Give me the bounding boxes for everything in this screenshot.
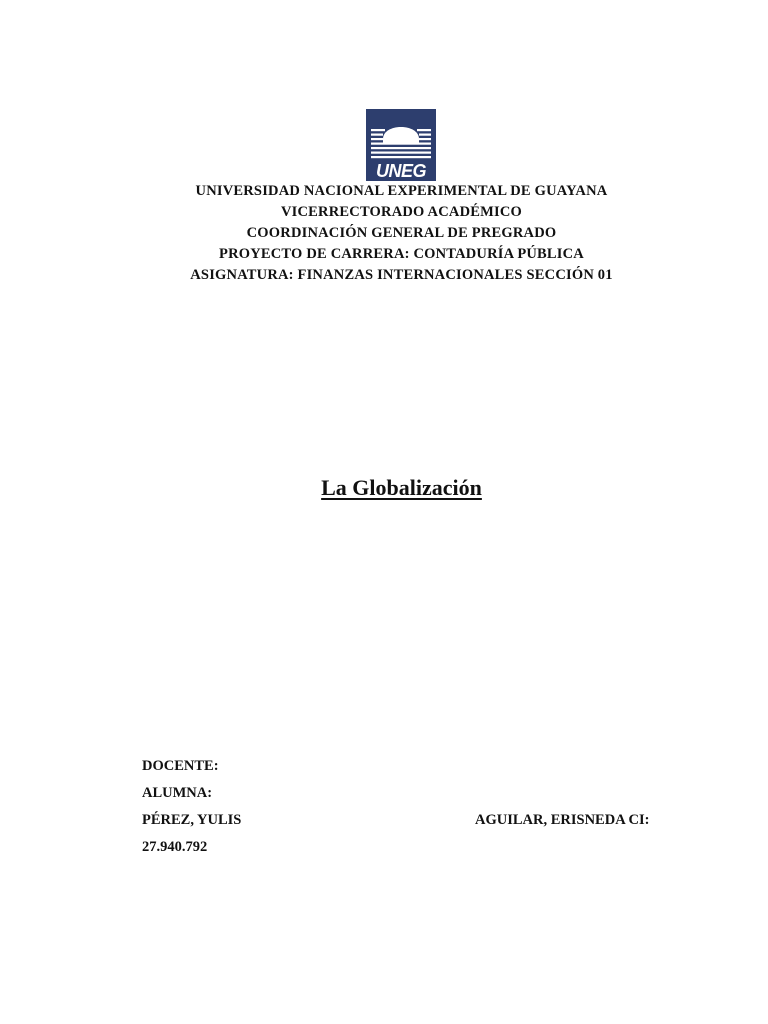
logo-text: UNEG: [375, 161, 427, 181]
header-line-university: UNIVERSIDAD NACIONAL EXPERIMENTAL DE GUAYANA: [195, 183, 608, 199]
uneg-logo-icon: [366, 109, 436, 181]
header-line-asignatura: ASIGNATURA: FINANZAS INTERNACIONALES SECCIÓN 01: [190, 267, 613, 283]
student-name: PÉREZ, YULIS: [142, 812, 242, 828]
header-line-proyecto: PROYECTO DE CARRERA: CONTADURÍA PÚBLICA: [219, 246, 584, 262]
document-title: La Globalización: [321, 475, 482, 500]
ci-number: 27.940.792: [142, 839, 208, 855]
alumna-label: ALUMNA:: [142, 785, 213, 801]
institution-header: [0, 181, 768, 286]
docente-label: DOCENTE:: [142, 758, 219, 774]
docente-name: AGUILAR, ERISNEDA CI:: [475, 812, 650, 828]
header-line-vicerrectorado: VICERRECTORADO ACADÉMICO: [281, 204, 522, 220]
header-line-coordinacion: COORDINACIÓN GENERAL DE PREGRADO: [246, 225, 557, 241]
